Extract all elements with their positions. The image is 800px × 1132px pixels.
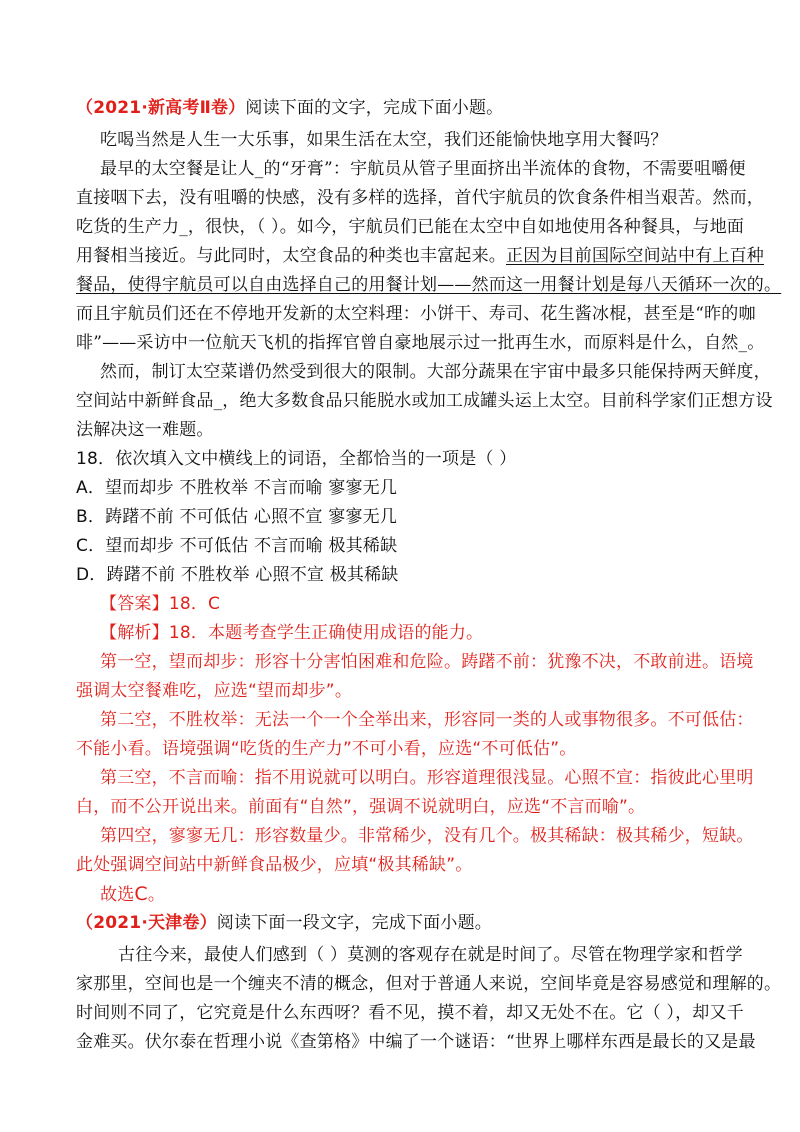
passage-line: 古往今来，最使人们感到（ ）莫测的客观存在就是时间了。尽管在物理学家和哲学 <box>118 945 743 965</box>
passage-line: 时间则不同了，它究竟是什么东西呀？看不见，摸不着，却又无处不在。它（ ），却又千 <box>76 1003 744 1023</box>
passage-line: 啡”——采访中一位航天飞机的指挥官曾自豪地展示过一批再生水，而原料是什么，自然_。 <box>76 333 765 353</box>
answer-tag: 【答案】 <box>100 594 169 614</box>
conclusion-prefix: 故选 <box>100 885 135 905</box>
answer-line <box>100 592 740 616</box>
question-intro: 阅读下面的文字，完成下面小题。 <box>245 98 504 118</box>
option-c: C．望而却步 不可低估 不言而喻 极其稀缺 <box>76 536 398 556</box>
question-intro: 阅读下面一段文字，完成下面小题。 <box>216 913 492 933</box>
question-header <box>76 96 740 120</box>
option-a: A．望而却步 不胜枚举 不言而喻 寥寥无几 <box>76 478 398 498</box>
option-d: D．踌躇不前 不胜枚举 心照不宣 极其稀缺 <box>76 565 399 585</box>
conclusion-letter: C <box>134 883 148 905</box>
analysis-line: 此处强调空间站中新鲜食品极少，应填“极其稀缺”。 <box>76 855 473 875</box>
analysis-line: 不能小看。语境强调“吃货的生产力”不可小看，应选“不可低估”。 <box>76 739 577 759</box>
option-b: B．踌躇不前 不可低估 心照不宣 寥寥无几 <box>76 507 398 527</box>
passage-line: 最早的太空餐是让人_的“牙膏”：宇航员从管子里面挤出半流体的食物，不需要咀嚼便 <box>100 159 746 179</box>
conclusion-line <box>100 882 740 907</box>
analysis-line <box>100 621 740 645</box>
passage-line: 吃货的生产力_，很快，（ ）。如今，宇航员们已能在太空中自如地使用各种餐具，与地面 <box>76 217 745 237</box>
passage-line <box>76 244 764 268</box>
passage-line: 直接咽下去，没有咀嚼的快感，没有多样的选择，首代宇航员的饮食条件相当艰苦。然而， <box>76 188 764 208</box>
question-header <box>76 911 740 935</box>
exam-source: （2021·新高考Ⅱ卷） <box>76 98 246 118</box>
analysis-line: 白，而不公开说出来。前面有“自然”，强调不说就明白，应选“不言而喻”。 <box>76 797 646 817</box>
conclusion-suffix: 。 <box>147 885 166 905</box>
passage-line: 家那里，空间也是一个缠夹不清的概念，但对于普通人来说，空间毕竟是容易感觉和理解的。 <box>76 974 782 994</box>
answer-text: 18．C <box>168 594 221 614</box>
passage-line: 金难买。伏尔泰在哲理小说《查第格》中编了一个谜语：“世界上哪样东西是最长的又是最 <box>76 1032 756 1052</box>
analysis-line: 强调太空餐难吃，应选“望而却步”。 <box>76 681 353 701</box>
passage-line: 而且宇航员们还在不停地开发新的太空料理：小饼干、寿司、花生酱冰棍，甚至是“昨的咖 <box>76 304 756 324</box>
analysis-text: 18．本题考查学生正确使用成语的能力。 <box>168 623 484 643</box>
underlined-passage-text: 正因为目前国际空间站中有上百种 <box>506 246 764 266</box>
analysis-line: 第二空，不胜枚举：无法一个一个全举出来，形容同一类的人或事物很多。不可低估： <box>100 710 754 730</box>
passage-line: 然而，制订太空菜谱仍然受到很大的限制。大部分蔬果在宇宙中最多只能保持两天鲜度， <box>100 362 771 382</box>
analysis-line: 第四空，寥寥无几：形容数量少。非常稀少，没有几个。极其稀缺：极其稀少，短缺。 <box>100 826 754 846</box>
passage-line: 空间站中新鲜食品_，绝大多数食品只能脱水或加工成罐头运上太空。目前科学家们正想方设 <box>76 391 773 411</box>
passage-line: 吃喝当然是人生一大乐事，如果生活在太空，我们还能愉快地享用大餐吗？ <box>100 130 668 150</box>
passage-text: 用餐相当接近。与此同时，太空食品的种类也丰富起来。 <box>76 246 506 266</box>
passage-line: 法解决这一难题。 <box>76 420 214 440</box>
analysis-tag: 【解析】 <box>100 623 169 643</box>
exam-source: （2021·天津卷） <box>76 913 217 933</box>
analysis-line: 第一空，望而却步：形容十分害怕困难和危险。踌躇不前：犹豫不决，不敢前进。语境 <box>100 652 754 672</box>
analysis-line: 第三空，不言而喻：指不用说就可以明白。形容道理很浅显。心照不宣：指彼此心里明 <box>100 768 754 788</box>
question-stem: 18．依次填入文中横线上的词语，全都恰当的一项是（ ） <box>76 449 517 469</box>
underlined-passage-line: 餐品，使得宇航员可以自由选择自己的用餐计划——然而这一用餐计划是每八天循环一次的。 <box>76 275 782 295</box>
